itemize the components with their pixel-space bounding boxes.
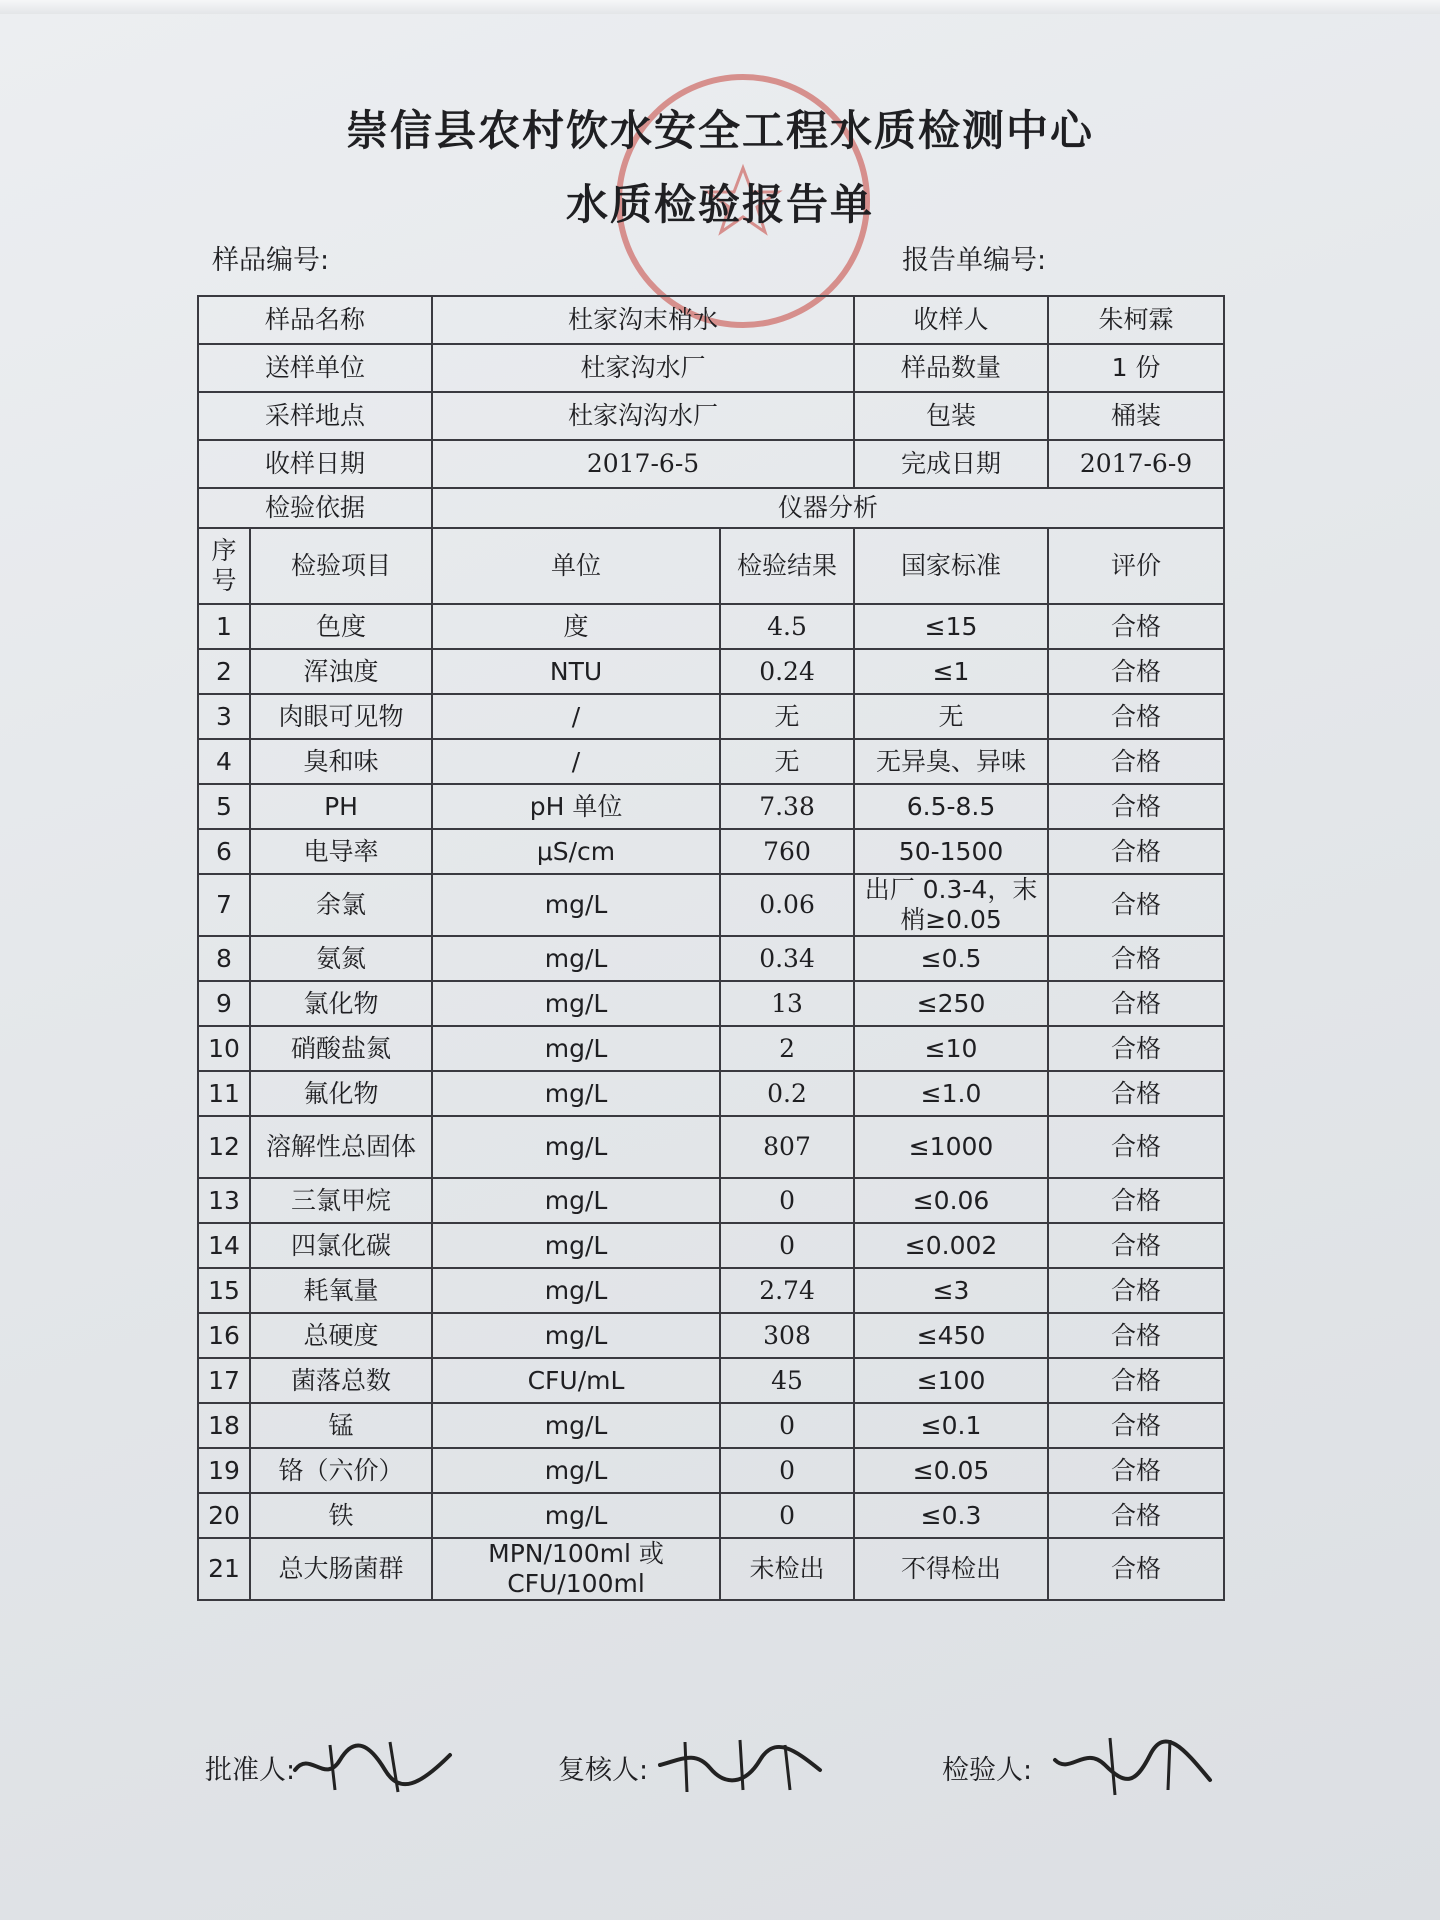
row-unit: CFU/mL (432, 1358, 720, 1403)
row-no: 13 (198, 1178, 250, 1223)
row-item: 色度 (250, 604, 432, 649)
row-result: 无 (720, 694, 854, 739)
row-no: 5 (198, 784, 250, 829)
row-unit: mg/L (432, 1116, 720, 1178)
row-result: 0.34 (720, 936, 854, 981)
reviewer-label: 复核人: (558, 1755, 649, 1786)
row-standard: ≤1000 (854, 1116, 1048, 1178)
row-result: 2 (720, 1026, 854, 1071)
row-eval: 合格 (1048, 694, 1224, 739)
row-eval: 合格 (1048, 1071, 1224, 1116)
row-eval: 合格 (1048, 1313, 1224, 1358)
row-eval: 合格 (1048, 1538, 1224, 1600)
row-unit: / (432, 694, 720, 739)
row-item: 氯化物 (250, 981, 432, 1026)
table-row (198, 1268, 1224, 1313)
table-row (198, 1403, 1224, 1448)
row-result: 13 (720, 981, 854, 1026)
table-row (198, 649, 1224, 694)
row-unit: μS/cm (432, 829, 720, 874)
row-no: 8 (198, 936, 250, 981)
row-result: 760 (720, 829, 854, 874)
row-item: 三氯甲烷 (250, 1178, 432, 1223)
organization-title: 崇信县农村饮水安全工程水质检测中心 (345, 106, 1094, 155)
row-no: 2 (198, 649, 250, 694)
row-standard: ≤0.5 (854, 936, 1048, 981)
row-no: 9 (198, 981, 250, 1026)
row-no: 3 (198, 694, 250, 739)
row-unit: mg/L (432, 936, 720, 981)
row-standard: ≤0.3 (854, 1493, 1048, 1538)
receiver-label: 收样人 (854, 296, 1048, 344)
row-standard: ≤0.1 (854, 1403, 1048, 1448)
approver-label: 批准人: (205, 1755, 296, 1786)
inspector-label: 检验人: (942, 1755, 1033, 1786)
row-item: 铬（六价） (250, 1448, 432, 1493)
table-row (198, 981, 1224, 1026)
row-unit: mg/L (432, 981, 720, 1026)
row-no: 20 (198, 1493, 250, 1538)
row-no: 12 (198, 1116, 250, 1178)
package-value: 桶装 (1048, 392, 1224, 440)
table-row (198, 829, 1224, 874)
approver-signature (290, 1730, 460, 1800)
row-standard: ≤250 (854, 981, 1048, 1026)
row-eval: 合格 (1048, 1178, 1224, 1223)
row-unit: NTU (432, 649, 720, 694)
row-result: 45 (720, 1358, 854, 1403)
row-result: 0 (720, 1223, 854, 1268)
col-eval: 评价 (1048, 528, 1224, 604)
row-standard: ≤0.002 (854, 1223, 1048, 1268)
row-eval: 合格 (1048, 981, 1224, 1026)
row-no: 21 (198, 1538, 250, 1600)
row-item: 电导率 (250, 829, 432, 874)
row-no: 17 (198, 1358, 250, 1403)
info-row (198, 488, 1224, 528)
row-eval: 合格 (1048, 1358, 1224, 1403)
sender-value: 杜家沟水厂 (432, 344, 854, 392)
row-eval: 合格 (1048, 936, 1224, 981)
receive-date-label: 收样日期 (198, 440, 432, 488)
row-no: 19 (198, 1448, 250, 1493)
row-no: 6 (198, 829, 250, 874)
row-eval: 合格 (1048, 1493, 1224, 1538)
location-label: 采样地点 (198, 392, 432, 440)
reviewer-signature (655, 1730, 825, 1800)
row-standard: 50-1500 (854, 829, 1048, 874)
row-standard: ≤3 (854, 1268, 1048, 1313)
row-item: 臭和味 (250, 739, 432, 784)
report-number-label: 报告单编号: (902, 245, 1047, 276)
row-no: 14 (198, 1223, 250, 1268)
table-row (198, 1313, 1224, 1358)
row-standard: ≤1.0 (854, 1071, 1048, 1116)
inspector-signature (1050, 1730, 1220, 1800)
paper-top-edge (0, 0, 1440, 14)
receive-date-value: 2017-6-5 (432, 440, 854, 488)
sample-name-label: 样品名称 (198, 296, 432, 344)
row-unit: mg/L (432, 1178, 720, 1223)
col-unit: 单位 (432, 528, 720, 604)
info-row (198, 392, 1224, 440)
info-row (198, 440, 1224, 488)
table-row (198, 1116, 1224, 1178)
col-item: 检验项目 (250, 528, 432, 604)
row-eval: 合格 (1048, 1448, 1224, 1493)
row-unit: 度 (432, 604, 720, 649)
col-result: 检验结果 (720, 528, 854, 604)
table-row (198, 936, 1224, 981)
row-result: 0.2 (720, 1071, 854, 1116)
row-eval: 合格 (1048, 1116, 1224, 1178)
info-row (198, 344, 1224, 392)
row-eval: 合格 (1048, 829, 1224, 874)
table-row (198, 694, 1224, 739)
row-unit: mg/L (432, 1493, 720, 1538)
row-item: 总大肠菌群 (250, 1538, 432, 1600)
row-standard: ≤0.05 (854, 1448, 1048, 1493)
row-result: 无 (720, 739, 854, 784)
row-result: 0.06 (720, 874, 854, 936)
package-label: 包装 (854, 392, 1048, 440)
row-eval: 合格 (1048, 604, 1224, 649)
row-standard: 出厂 0.3-4，末梢≥0.05 (854, 874, 1048, 936)
done-date-value: 2017-6-9 (1048, 440, 1224, 488)
basis-label: 检验依据 (198, 488, 432, 528)
row-unit: / (432, 739, 720, 784)
row-item: 硝酸盐氮 (250, 1026, 432, 1071)
row-standard: 6.5-8.5 (854, 784, 1048, 829)
row-standard: 无异臭、异味 (854, 739, 1048, 784)
row-result: 0 (720, 1493, 854, 1538)
row-item: 菌落总数 (250, 1358, 432, 1403)
row-item: 余氯 (250, 874, 432, 936)
row-unit: mg/L (432, 1448, 720, 1493)
row-result: 807 (720, 1116, 854, 1178)
row-result: 0 (720, 1448, 854, 1493)
row-standard: ≤0.06 (854, 1178, 1048, 1223)
row-result: 0 (720, 1403, 854, 1448)
row-standard: ≤100 (854, 1358, 1048, 1403)
row-standard: ≤1 (854, 649, 1048, 694)
row-no: 7 (198, 874, 250, 936)
row-eval: 合格 (1048, 874, 1224, 936)
col-standard: 国家标准 (854, 528, 1048, 604)
col-no: 序号 (198, 528, 250, 604)
row-standard: 不得检出 (854, 1538, 1048, 1600)
row-eval: 合格 (1048, 649, 1224, 694)
row-unit: MPN/100ml 或 CFU/100ml (432, 1538, 720, 1600)
row-eval: 合格 (1048, 1403, 1224, 1448)
row-eval: 合格 (1048, 1223, 1224, 1268)
table-row (198, 604, 1224, 649)
row-standard: ≤15 (854, 604, 1048, 649)
report-table (197, 295, 1225, 1601)
row-unit: mg/L (432, 874, 720, 936)
row-item: 四氯化碳 (250, 1223, 432, 1268)
row-standard: ≤10 (854, 1026, 1048, 1071)
sample-number-label: 样品编号: (212, 245, 330, 276)
row-no: 4 (198, 739, 250, 784)
row-item: 氨氮 (250, 936, 432, 981)
row-unit: mg/L (432, 1403, 720, 1448)
row-unit: mg/L (432, 1313, 720, 1358)
row-result: 2.74 (720, 1268, 854, 1313)
quantity-value: 1 份 (1048, 344, 1224, 392)
row-item: 氟化物 (250, 1071, 432, 1116)
sender-label: 送样单位 (198, 344, 432, 392)
row-result: 未检出 (720, 1538, 854, 1600)
column-header-row (198, 528, 1224, 604)
table-row (198, 1358, 1224, 1403)
row-item: 溶解性总固体 (250, 1116, 432, 1178)
row-eval: 合格 (1048, 1268, 1224, 1313)
row-item: 铁 (250, 1493, 432, 1538)
row-no: 11 (198, 1071, 250, 1116)
table-row (198, 1538, 1224, 1600)
row-item: PH (250, 784, 432, 829)
table-row (198, 739, 1224, 784)
row-eval: 合格 (1048, 1026, 1224, 1071)
row-result: 0 (720, 1178, 854, 1223)
row-item: 耗氧量 (250, 1268, 432, 1313)
row-no: 15 (198, 1268, 250, 1313)
row-eval: 合格 (1048, 784, 1224, 829)
table-row (198, 1493, 1224, 1538)
table-row (198, 784, 1224, 829)
document-title: 水质检验报告单 (565, 180, 874, 229)
table-row (198, 1071, 1224, 1116)
table-row (198, 1026, 1224, 1071)
info-row (198, 296, 1224, 344)
row-unit: mg/L (432, 1026, 720, 1071)
row-unit: mg/L (432, 1223, 720, 1268)
location-value: 杜家沟沟水厂 (432, 392, 854, 440)
table-row (198, 1178, 1224, 1223)
row-no: 18 (198, 1403, 250, 1448)
row-unit: mg/L (432, 1071, 720, 1116)
row-standard: 无 (854, 694, 1048, 739)
row-item: 肉眼可见物 (250, 694, 432, 739)
row-result: 0.24 (720, 649, 854, 694)
row-item: 锰 (250, 1403, 432, 1448)
row-no: 10 (198, 1026, 250, 1071)
done-date-label: 完成日期 (854, 440, 1048, 488)
quantity-label: 样品数量 (854, 344, 1048, 392)
sample-name-value: 杜家沟末梢水 (432, 296, 854, 344)
table-row (198, 874, 1224, 936)
row-result: 4.5 (720, 604, 854, 649)
row-unit: pH 单位 (432, 784, 720, 829)
row-no: 1 (198, 604, 250, 649)
row-item: 浑浊度 (250, 649, 432, 694)
row-result: 7.38 (720, 784, 854, 829)
row-item: 总硬度 (250, 1313, 432, 1358)
table-row (198, 1223, 1224, 1268)
row-standard: ≤450 (854, 1313, 1048, 1358)
row-unit: mg/L (432, 1268, 720, 1313)
row-result: 308 (720, 1313, 854, 1358)
row-eval: 合格 (1048, 739, 1224, 784)
receiver-value: 朱柯霖 (1048, 296, 1224, 344)
row-no: 16 (198, 1313, 250, 1358)
table-row (198, 1448, 1224, 1493)
basis-value: 仪器分析 (432, 488, 1224, 528)
